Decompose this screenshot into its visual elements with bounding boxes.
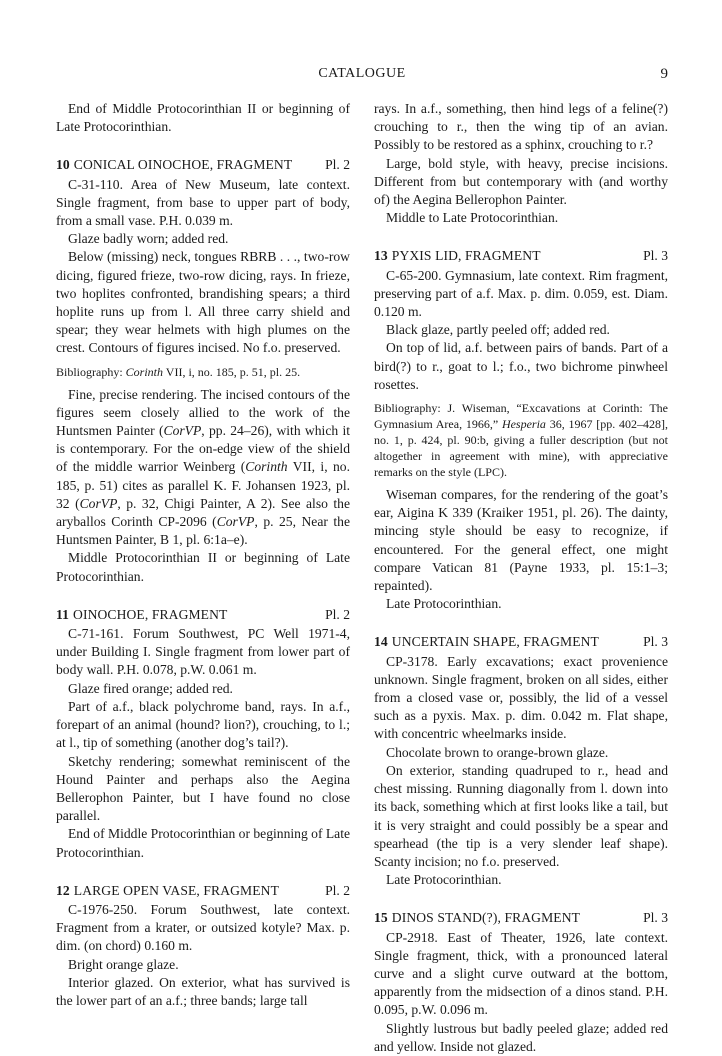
comment-text: , pp. 24–26), with which it is contemporary. For the on-edge view of the shield of the middle warrior Weinberg ( <box>56 423 350 475</box>
bibliography-rest: VII, i, no. 185, p. 51, pl. 25. <box>163 364 301 379</box>
entry-number: 12 <box>56 882 70 898</box>
entry-title-text: UNCERTAIN SHAPE, FRAGMENT <box>391 634 599 650</box>
continuation-text: rays. In a.f., something, then hind legs of a feline(?) crouching to r., then the wing tip of an avian. Possibly to be restored as a sphinx, crouching to r.? <box>374 101 668 153</box>
entry-number: 11 <box>56 606 70 622</box>
catalogue-entry-13 <box>374 247 668 613</box>
plate-reference: Pl. 3 <box>643 634 668 650</box>
catalogue-entry-15 <box>374 909 668 1056</box>
entry-title <box>374 909 580 927</box>
plate-reference: Pl. 3 <box>643 248 668 264</box>
entry-paragraph: Glaze badly worn; added red. <box>68 231 229 247</box>
bibliography-text: Bibliography: J. Wiseman, “Excavations at Corinth: The Gymnasium Area, 1966,” <box>374 401 668 432</box>
entry-heading <box>56 156 350 174</box>
bibliography-work: Corinth <box>125 364 164 379</box>
entry-title-text: DINOS STAND(?), FRAGMENT <box>391 910 581 926</box>
entry-paragraph: Interior glazed. On exterior, what has survived is the lower part of an a.f.; three bands; large tall <box>56 974 350 1008</box>
entry-title <box>56 882 279 900</box>
continuation-text: Middle to Late Protocorinthian. <box>386 210 559 226</box>
entry-heading <box>374 909 668 927</box>
entry-paragraph: End of Middle Protocorinthian or beginning of Late Protocorinthian. <box>56 826 351 860</box>
entry-title-text: CONICAL OINOCHOE, FRAGMENT <box>73 157 293 173</box>
comment-text: , p. 25, Near the Huntsmen Painter, B 1, pl. 6:1a–e). <box>56 514 350 548</box>
catalogue-entry-14 <box>374 633 668 889</box>
entry-paragraph: Bright orange glaze. <box>68 956 179 972</box>
comment-italic: CorVP <box>163 423 202 439</box>
entry-dating: Late Protocorinthian. <box>386 872 502 888</box>
entry-paragraph: Black glaze, partly peeled off; added red. <box>386 322 610 338</box>
entry-title <box>56 606 227 624</box>
entry-number: 13 <box>374 248 388 264</box>
entry-paragraph: C-65-200. Gymnasium, late context. Rim fragment, preserving part of a.f. Max. p. dim. 0.059, est. Diam. 0.120 m. <box>374 267 668 320</box>
entry-dating: Late Protocorinthian. <box>386 596 502 612</box>
plate-reference: Pl. 2 <box>325 157 350 173</box>
entry-paragraph: CP-3178. Early excavations; exact provenience unknown. Single fragment, broken on all sides, either from a closed vase or, possibly, the lid of a vessel such as a pyxis. Max. p. dim. 0.042 m. Flat shape, with concentric wheelmarks inside. <box>374 653 668 742</box>
entry-paragraph: Part of a.f., black polychrome band, rays. In a.f., forepart of an animal (hound? lion?), crouching, to l.; at l., tip of something (another dog’s tail?). <box>56 698 350 751</box>
comment-text: Fine, precise rendering. The incised contours of the figures seem closely allied to the work of the Huntsmen Painter ( <box>56 386 350 439</box>
entry-paragraph: Slightly lustrous but badly peeled glaze; added red and yellow. Inside not glazed. <box>374 1020 668 1054</box>
entry-number: 14 <box>374 634 388 650</box>
plate-reference: Pl. 2 <box>325 606 350 622</box>
page-header <box>56 66 668 86</box>
catalogue-entry-11 <box>56 606 350 862</box>
comment-text: , p. 32, Chigi Painter, A 2). See also the aryballos Corinth CP-2096 ( <box>56 495 350 530</box>
entry-paragraph: Below (missing) neck, tongues RBRB . . ., two-row dicing, figured frieze, two-row dicing, rays. In frieze, two hoplites confronted, brandishing spears; a third hoplite runs up from l. All three carry shield and spear; they wear helmets with high plumes on the crest. Contours of figures incised. No f.o. preserved. <box>56 249 350 356</box>
page-number: 9 <box>660 66 668 82</box>
comment-text: VII, i, no. 185, p. 51) cites as parallel K. F. Johansen 1923, pl. 32 ( <box>56 459 350 511</box>
entry-paragraph: C-31-110. Area of New Museum, late context. Single fragment, from base to upper part of body, from a small vase. P.H. 0.039 m. <box>56 176 350 229</box>
entry-title-text: LARGE OPEN VASE, FRAGMENT <box>73 882 279 898</box>
entry-paragraph: On top of lid, a.f. between pairs of bands. Part of a bird(?) to r., goat to l.; f.o., two bichrome pinwheel rosettes. <box>374 340 668 392</box>
entry-title <box>374 633 599 651</box>
entry-title-text: PYXIS LID, FRAGMENT <box>391 248 541 264</box>
entry-comment <box>56 386 350 550</box>
plate-reference: Pl. 3 <box>643 910 668 926</box>
entry-title <box>56 156 292 174</box>
bibliography-journal: Hesperia <box>501 417 546 432</box>
left-column <box>56 100 350 1010</box>
bibliography-label: Bibliography: <box>56 364 126 379</box>
entry-heading <box>374 633 668 651</box>
right-column <box>374 100 668 1056</box>
entry-title <box>374 247 541 265</box>
bibliography <box>56 364 350 380</box>
entry-heading <box>56 606 350 624</box>
entry-paragraph: Glaze fired orange; added red. <box>68 680 233 696</box>
plate-reference: Pl. 2 <box>325 882 350 898</box>
entry-paragraph: CP-2918. East of Theater, 1926, late context. Single fragment, thick, with a pronounced lateral curve and a slight curve outward at the bottom, apparently from the midsection of a dinos stand. P.H. 0.095, p.W. 0.096 m. <box>374 929 668 1018</box>
bibliography-text: 36, 1967 [pp. 402–428], no. 1, p. 424, pl. 90:b, giving a fuller description (but not altogether in agreement with mine), with appreciative remarks on the style (LPC). <box>374 417 668 480</box>
entry-paragraph: Sketchy rendering; somewhat reminiscent of the Hound Painter and perhaps also the Aegina Bellerophon Painter, but I have found no close parallel. <box>56 753 350 824</box>
entry-heading <box>374 247 668 265</box>
entry-title-text: OINOCHOE, FRAGMENT <box>73 606 228 622</box>
entry-paragraph: Chocolate brown to orange-brown glaze. <box>386 744 609 760</box>
entry-number: 15 <box>374 910 388 926</box>
continuation-text: Large, bold style, with heavy, precise incisions. Different from but contemporary with (and worthy of) the Aegina Bellerophon Painter. <box>374 155 668 208</box>
entry-dating: Middle Protocorinthian II or beginning of Late Protocorinthian. <box>56 550 350 584</box>
comment-italic: CorVP <box>216 514 255 530</box>
entry-paragraph: C-1976-250. Forum Southwest, late context. Fragment from a krater, or outsized kotyle? Max. p. dim. (on chord) 0.160 m. <box>56 901 350 954</box>
entry-heading <box>56 882 350 900</box>
entry-paragraph: Wiseman compares, for the rendering of the goat’s ear, Aigina K 339 (Kraiker 1951, pl. 26). The dainty, mincing style should be easy to recognize, if encountered. For the general effect, one might compare Vatican 81 (Payne 1933, pl. 15:1–3; repainted). <box>374 487 668 594</box>
entry-paragraph: On exterior, standing quadruped to r., head and chest missing. Running diagonally from l. down into its back, something which at first looks like a tail, but it is very straight and could possibly be a spear and spearhead (the tip is a very slender leaf shape). Scanty incision; no f.o. preserved. <box>374 762 668 869</box>
continuation-text: End of Middle Protocorinthian II or beginning of Late Protocorinthian. <box>56 101 350 135</box>
running-title: CATALOGUE <box>318 66 406 81</box>
comment-italic: Corinth <box>245 459 288 475</box>
catalogue-entry-12 <box>56 882 350 1010</box>
catalogue-entry-10 <box>56 156 350 585</box>
comment-italic: CorVP <box>79 495 118 511</box>
entry-paragraph: C-71-161. Forum Southwest, PC Well 1971-4, under Building I. Single fragment from lower part of body wall. P.H. 0.078, p.W. 0.061 m. <box>56 626 350 678</box>
bibliography <box>374 400 668 480</box>
entry-number: 10 <box>56 157 70 173</box>
